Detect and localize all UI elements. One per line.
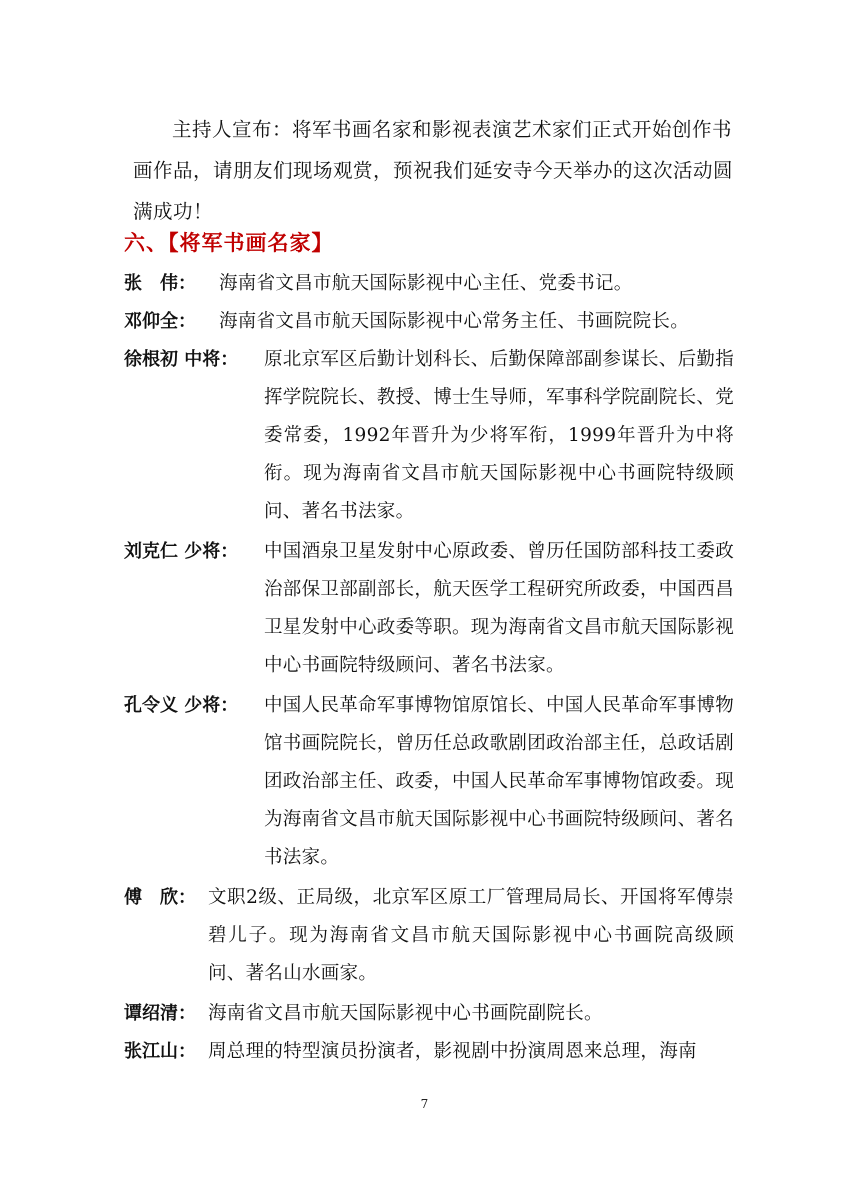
entry-name: 孔令义 少将： [124, 695, 239, 716]
entry-description: 原北京军区后勤计划科长、后勤保障部副参谋长、后勤指挥学院院长、教授、博士生导师，军事科学院副院长、党委常委，1992年晋升为少将军衔，1999年晋升为中将衔。现为海南省文昌市航天国际影视中心书画院特级顾问、著名书法家。 [264, 349, 735, 522]
intro-paragraph: 主持人宣布：将军书画名家和影视表演艺术家们正式开始创作书画作品，请朋友们现场观赏，预祝我们延安寺今天举办的这次活动圆满成功！ [133, 118, 734, 223]
entry-name: 徐根初 中将： [124, 349, 239, 370]
entry-name: 邓仰全： [124, 311, 196, 332]
entry-name: 刘克仁 少将： [124, 541, 239, 562]
entry-description: 海南省文昌市航天国际影视中心常务主任、书画院院长。 [219, 311, 690, 332]
entry-description: 海南省文昌市航天国际影视中心书画院副院长。 [208, 1003, 603, 1024]
entry-name: 傅 欣： [124, 887, 196, 908]
entry-name: 张 伟： [124, 273, 196, 294]
entry-description: 文职2级、正局级，北京军区原工厂管理局局长、开国将军傅崇碧儿子。现为海南省文昌市航天国际影视中心书画院高级顾问、著名山水画家。 [208, 887, 734, 984]
entry-description: 中国人民革命军事博物馆原馆长、中国人民革命军事博物馆书画院院长，曾历任总政歌剧团政治部主任，总政话剧团政治部主任、政委，中国人民革命军事博物馆政委。现为海南省文昌市航天国际影视中心书画院特级顾问、著名书法家。 [264, 695, 735, 868]
entry-name: 张江山： [124, 1041, 196, 1062]
entry-description: 海南省文昌市航天国际影视中心主任、党委书记。 [219, 273, 633, 294]
entry-description: 周总理的特型演员扮演者，影视剧中扮演周恩来总理，海南 [208, 1041, 697, 1062]
section-title: 六、【将军书画名家】 [124, 231, 334, 255]
page-number: 7 [420, 1097, 429, 1111]
entry-name: 谭绍清： [124, 1003, 196, 1024]
entry-description: 中国酒泉卫星发射中心原政委、曾历任国防部科技工委政治部保卫部副部长，航天医学工程研究所政委，中国西昌卫星发射中心政委等职。现为海南省文昌市航天国际影视中心书画院特级顾问、著名书法家。 [264, 541, 735, 676]
